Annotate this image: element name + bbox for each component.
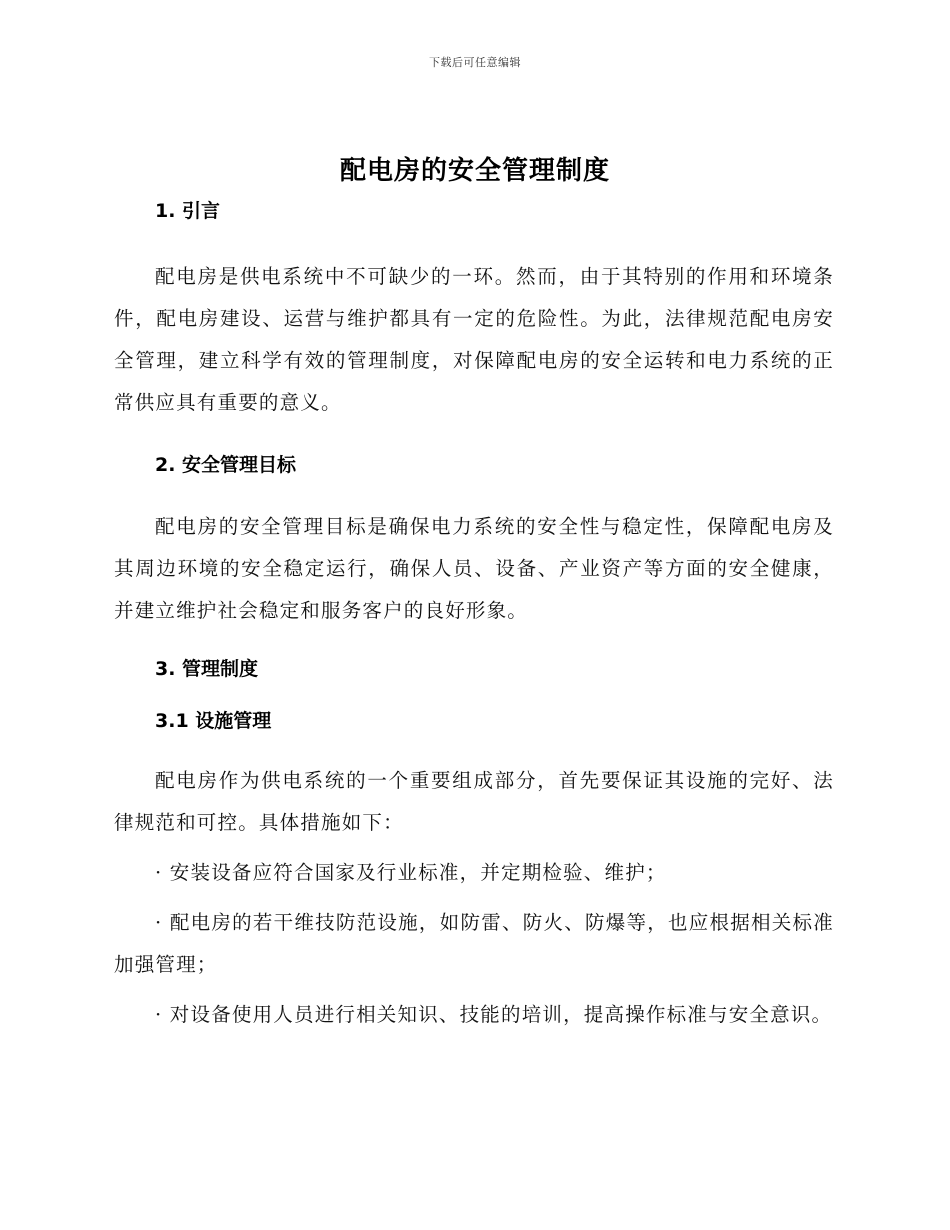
document-body <box>114 196 834 1036</box>
paragraph-facility: 配电房作为供电系统的一个重要组成部分，首先要保证其设施的完好、法律规范和可控。具体措施如下： <box>114 769 834 834</box>
bullet-item: · 安装设备应符合国家及行业标准，并定期检验、维护； <box>155 861 667 884</box>
bullet-item: · 对设备使用人员进行相关知识、技能的培训，提高操作标准与安全意识。 <box>155 1003 833 1026</box>
document-title: 配电房的安全管理制度 <box>339 156 610 186</box>
bullet-item: · 配电房的若干维技防范设施，如防雷、防火、防爆等，也应根据相关标准加强管理； <box>114 911 834 976</box>
section-heading-system: 3. 管理制度 <box>155 658 259 680</box>
section-heading-intro: 1. 引言 <box>155 200 221 222</box>
paragraph-goal: 配电房的安全管理目标是确保电力系统的安全性与稳定性，保障配电房及其周边环境的安全稳定运行，确保人员、设备、产业资产等方面的安全健康，并建立维护社会稳定和服务客户的良好形象。 <box>114 515 834 622</box>
section-heading-goal: 2. 安全管理目标 <box>155 454 297 476</box>
subsection-heading-facility: 3.1 设施管理 <box>155 710 272 732</box>
page-header: 下载后可任意编辑 <box>429 56 521 69</box>
paragraph-intro: 配电房是供电系统中不可缺少的一环。然而，由于其特别的作用和环境条件，配电房建设、运营与维护都具有一定的危险性。为此，法律规范配电房安全管理，建立科学有效的管理制度，对保障配电房的安全运转和电力系统的正常供应具有重要的意义。 <box>114 265 834 414</box>
